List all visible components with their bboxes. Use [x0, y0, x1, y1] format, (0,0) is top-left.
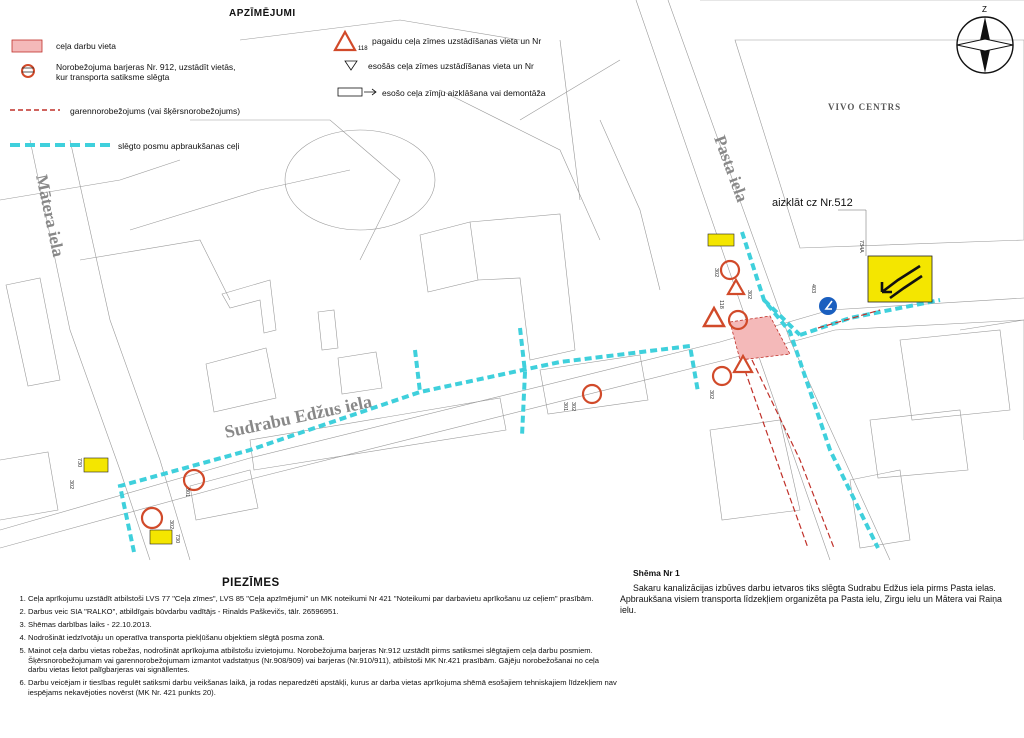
north-arrow [957, 5, 1013, 73]
roadwork-triangle-icon [728, 280, 744, 294]
schema-description [620, 568, 1005, 616]
roadwork-triangle-icon [335, 32, 355, 50]
roadwork-triangle-icon [704, 308, 724, 326]
note-item: 1. Ceļa aprīkojumu uzstādīt atbilstoši LVS 77 "Ceļa zīmes", LVS 85 "Ceļa apzīmējumi" un MK noteikumi Nr 421 "Noteikumi par darbavietu aprīkošanu uz ceļiem" prasībām. [28, 594, 618, 604]
note-item: 2. Darbus veic SIA "RALKO", atbildīgais būvdarbu vadītājs - Rinalds Paškevičs, tālr. 26596951. [28, 607, 618, 617]
note-item: 5. Mainot ceļa darbu vietas robežas, nodrošināt aprīkojuma atbilstošu izvietojumu. Norobežojuma barjeras Nr.912 uzstādīt pirms satiksmei slēgtajiem ceļa darbu posmiem. Šķērsnorobežojumam vai garennorobežojumam izmantot vadstatņus (Nr.908/909) vai barjeras (Nr.910/911), atbilstoši MK Nr.421 prasībām. Gājēju norobežošanai no ceļa darbu vietas lietot palīgbarjeras vai signāllentes. [28, 646, 618, 675]
vivo-centrs-label: VIVO CENTRS [828, 102, 902, 112]
sign-number: 302 [570, 402, 576, 412]
barrier-swatch-hatch [22, 68, 34, 72]
legend-title: APZĪMĒJUMI [229, 8, 296, 19]
cover-sign-note: aizklāt cz Nr.512 [772, 197, 853, 209]
note-item: 6. Darbu veicējam ir tiesības regulēt satiksmi darbu veikšanas laikā, ja rodas neparedzēti apstākļi, kurus ar darba vietas aprīkojuma shēmā esošajiem tehniskajiem līdzekļiem nav iespējams nekavējoties novērst (MK Nr. 421 punkts 20). [28, 678, 618, 697]
sign-number: 302 [713, 268, 719, 278]
compass-north-label: Z [982, 5, 987, 14]
notes-title: PIEZĪMES [222, 577, 280, 589]
note-item: 4. Nodrošināt iedzīvotāju un operatīva transporta piekļūšanu objektiem slēgtā posma zonā. [28, 633, 618, 643]
work-area-swatch [12, 40, 42, 52]
existing-sign-icon [345, 61, 357, 70]
sign-number: 734A [858, 240, 864, 253]
sign-number: 301 [562, 402, 568, 412]
notes-list [10, 594, 618, 701]
legend-sign-number: 118 [358, 46, 368, 52]
sign-number: 301 [184, 488, 190, 498]
sign-number: 403 [810, 284, 816, 294]
note-item: 3. Shēmas darbības laiks - 22.10.2013. [28, 620, 618, 630]
barrier-swatch [22, 65, 34, 77]
sign-number: 302 [68, 480, 74, 490]
barrier-markers [142, 261, 747, 528]
sign-number: 118 [718, 300, 724, 309]
schema-text: Sakaru kanalizācijas izbūves darbu ietvaros tiks slēgta Sudrabu Edžus iela pirms Pasta ielas. Apbraukšana visiem transporta līdzekļiem organizēta pa Pasta ielu, Zirgu ielu un Mātera vai Raiņa ielu. [620, 583, 1002, 615]
barrier-circle [721, 261, 739, 279]
sign-number: 730 [174, 534, 180, 544]
legend-new-sign: pagaidu ceļa zīmes uzstādīšanas vieta un Nr [372, 36, 542, 46]
barrier-circle [142, 508, 162, 528]
barrier-circle [583, 385, 601, 403]
sign-number: 302 [746, 290, 752, 300]
detour-sign [150, 530, 172, 544]
street-label-sudrabu: Sudrabu Edžus iela [222, 391, 374, 442]
legend-barrier-line2: kur transporta satiksme slēgta [56, 72, 170, 82]
legend-barrier-line1: Norobežojuma barjeras Nr. 912, uzstādīt vietās, [56, 62, 236, 72]
street-label-matera: Mātera iela [32, 172, 69, 259]
legend-barrier-long: garennorobežojums (vai šķērsnorobežojums) [70, 106, 241, 116]
sign-number: 730 [76, 458, 82, 468]
sign-numbers [68, 240, 864, 543]
legend-work-area: ceļa darbu vieta [56, 41, 117, 51]
yellow-detour-signs [84, 234, 932, 544]
legend-detour: slēgto posmu apbraukšanas ceļi [118, 141, 240, 151]
barrier-circle [713, 367, 731, 385]
sign-number: 302 [168, 520, 174, 530]
legend-existing-sign: esošās ceļa zīmes uzstādīšanas vieta un Nr [368, 61, 534, 71]
detour-sign [84, 458, 108, 472]
sign-number: 302 [708, 390, 714, 400]
street-label-pasta: Pasta iela [710, 132, 752, 205]
cover-sign-icon [338, 88, 362, 96]
cover-sign-arrow-icon [364, 89, 376, 95]
barrier-circle [184, 470, 204, 490]
detour-sign [708, 234, 734, 246]
schema-title: Shēma Nr 1 [633, 568, 680, 578]
legend-cover-sign: esošo ceļa zīmju aizklāšana vai demontāža [382, 88, 546, 98]
